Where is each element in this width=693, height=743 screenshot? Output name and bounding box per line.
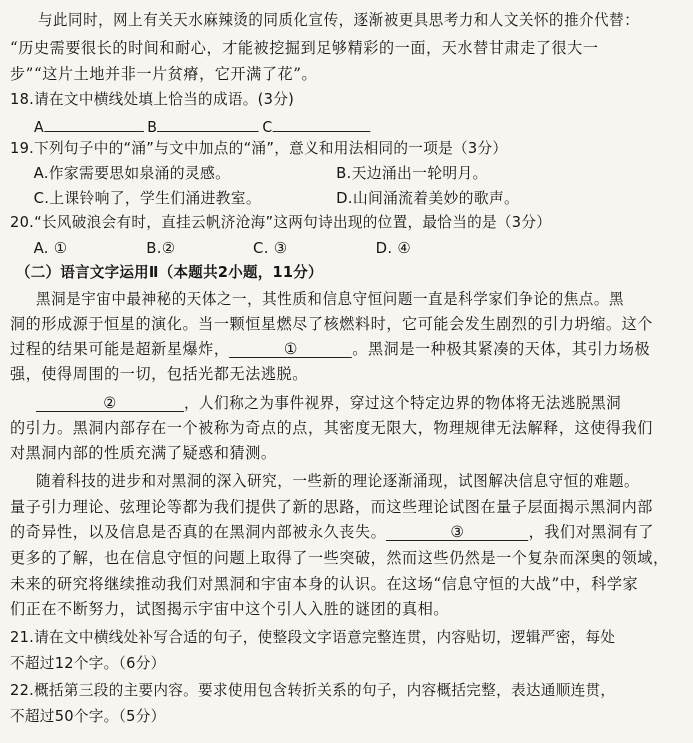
blank-2[interactable] (36, 394, 184, 412)
q20-option-d: D. ④ (375, 239, 411, 257)
q19-stem: 19.下列句子中的“涌”与文中加点的“涌”，意义和用法相同的一项是（3分） (10, 139, 508, 157)
passage2-p2-line-1 (36, 393, 685, 413)
passage2-p1-line-4: 强，使得周围的一切，包括光都无法逃脱。 (10, 365, 308, 383)
passage2-p3-line-3-before: 的奇异性，以及信息是否真的在黑洞内部被永久丧失。 (10, 523, 387, 541)
passage2-p1-line-3 (10, 339, 685, 359)
passage2-p3-line-2: 量子引力理论、弦理论等都为我们提供了新的思路，而这些理论试图在量子层面揭示黑洞内部 (10, 498, 653, 516)
q22-line-2: 不超过50个字。（5分） (10, 707, 166, 725)
q21-line-2: 不超过12个字。（6分） (10, 654, 166, 672)
passage2-p1-line-3-before: 过程的结果可能是超新星爆炸， (10, 340, 230, 358)
passage2-p3-line-4: 更多的了解，也在信息守恒的问题上取得了一些突破，然而这些仍然是一个复杂而深奥的领域， (10, 549, 669, 567)
passage2-p2-line-1-after: ，人们称之为事件视界，穿过这个特定边界的物体将无法逃脱黑洞 (183, 394, 622, 412)
passage2-p3-line-3 (10, 522, 685, 542)
passage1-line-2: “历史需要很长的时间和耐心，才能被挖掘到足够精彩的一面，天水替甘肃走了很大一 (10, 39, 599, 57)
passage2-p3-line-6: 们正在不断努力，试图揭示宇宙中这个引人入胜的谜团的真相。 (10, 600, 450, 618)
blank-3[interactable] (386, 523, 528, 541)
passage1-line-1: 与此同时，网上有关天水麻辣烫的同质化宣传，逐渐被更具思考力和人文关怀的推介代替： (38, 11, 640, 29)
q18-answer-line (34, 114, 685, 137)
passage2-p1-line-1: 黑洞是宇宙中最神秘的天体之一，其性质和信息守恒问题一直是科学家们争论的焦点。黑 (36, 290, 625, 308)
section2-title: （二）语言文字运用Ⅱ（本题共2小题，11分） (16, 263, 323, 281)
q19-option-c: C.上课铃响了，学生们涌进教室。 (33, 189, 262, 207)
q20-option-a: A. ① (33, 239, 68, 257)
blank-1[interactable] (230, 340, 353, 358)
q20-stem: 20.“长风破浪会有时，直挂云帆济沧海”这两句诗出现的位置，最恰当的是（3分） (10, 213, 552, 231)
passage2-p2-line-2: 的引力。黑洞内部存在一个被称为奇点的点，其密度无限大，物理规律无法解释，这使得我们 (10, 419, 653, 437)
passage2-p2-line-3: 对黑洞内部的性质充满了疑惑和猜测。 (10, 444, 277, 462)
q22-line-1: 22.概括第三段的主要内容。要求使用包含转折关系的句子，内容概括完整，表达通顺连贯， (10, 681, 616, 699)
blank-2-marker: ② (103, 394, 117, 412)
blank-3-marker: ③ (450, 523, 465, 541)
q18-blank-a[interactable] (44, 114, 144, 132)
passage2-p3-line-1: 随着科技的进步和对黑洞的深入研究，一些新的理论逐渐涌现，试图解决信息守恒的难题。 (36, 472, 640, 490)
q19-option-d: D.山间涌流着美妙的歌声。 (336, 189, 520, 207)
q18-label-b: B (147, 118, 158, 136)
q18-blank-b[interactable] (157, 114, 258, 132)
q19-option-a: A.作家需要思如泉涌的灵感。 (33, 164, 231, 182)
q18-stem: 18.请在文中横线处填上恰当的成语。(3分) (10, 90, 295, 108)
q18-blank-c[interactable] (273, 114, 371, 132)
q20-option-b: B.② (146, 239, 176, 257)
passage2-p1-line-3-after: 。黑洞是一种极其紧凑的天体，其引力场极 (352, 340, 651, 358)
q18-label-c: C (262, 118, 273, 136)
q21-line-1: 21.请在文中横线处补写合适的句子，使整段文字语意完整连贯，内容贴切，逻辑严密，每处 (10, 628, 616, 646)
passage2-p3-line-5: 未来的研究将继续推动我们对黑洞和宇宙本身的认识。在这场“信息守恒的大战”中，科学家 (10, 575, 639, 593)
passage2-p3-line-3-after: ，我们对黑洞有了 (528, 523, 655, 541)
passage1-line-3: 步”“这片土地并非一片贫瘠，它开满了花”。 (10, 65, 318, 83)
blank-1-marker: ① (283, 340, 298, 358)
q18-label-a: A (34, 118, 44, 136)
passage2-p1-line-2: 洞的形成源于恒星的演化。当一颗恒星燃尽了核燃料时，它可能会发生剧烈的引力坍缩。这个 (10, 315, 653, 333)
q19-option-b: B.天边涌出一轮明月。 (336, 164, 488, 182)
q20-option-c: C. ③ (253, 239, 288, 257)
